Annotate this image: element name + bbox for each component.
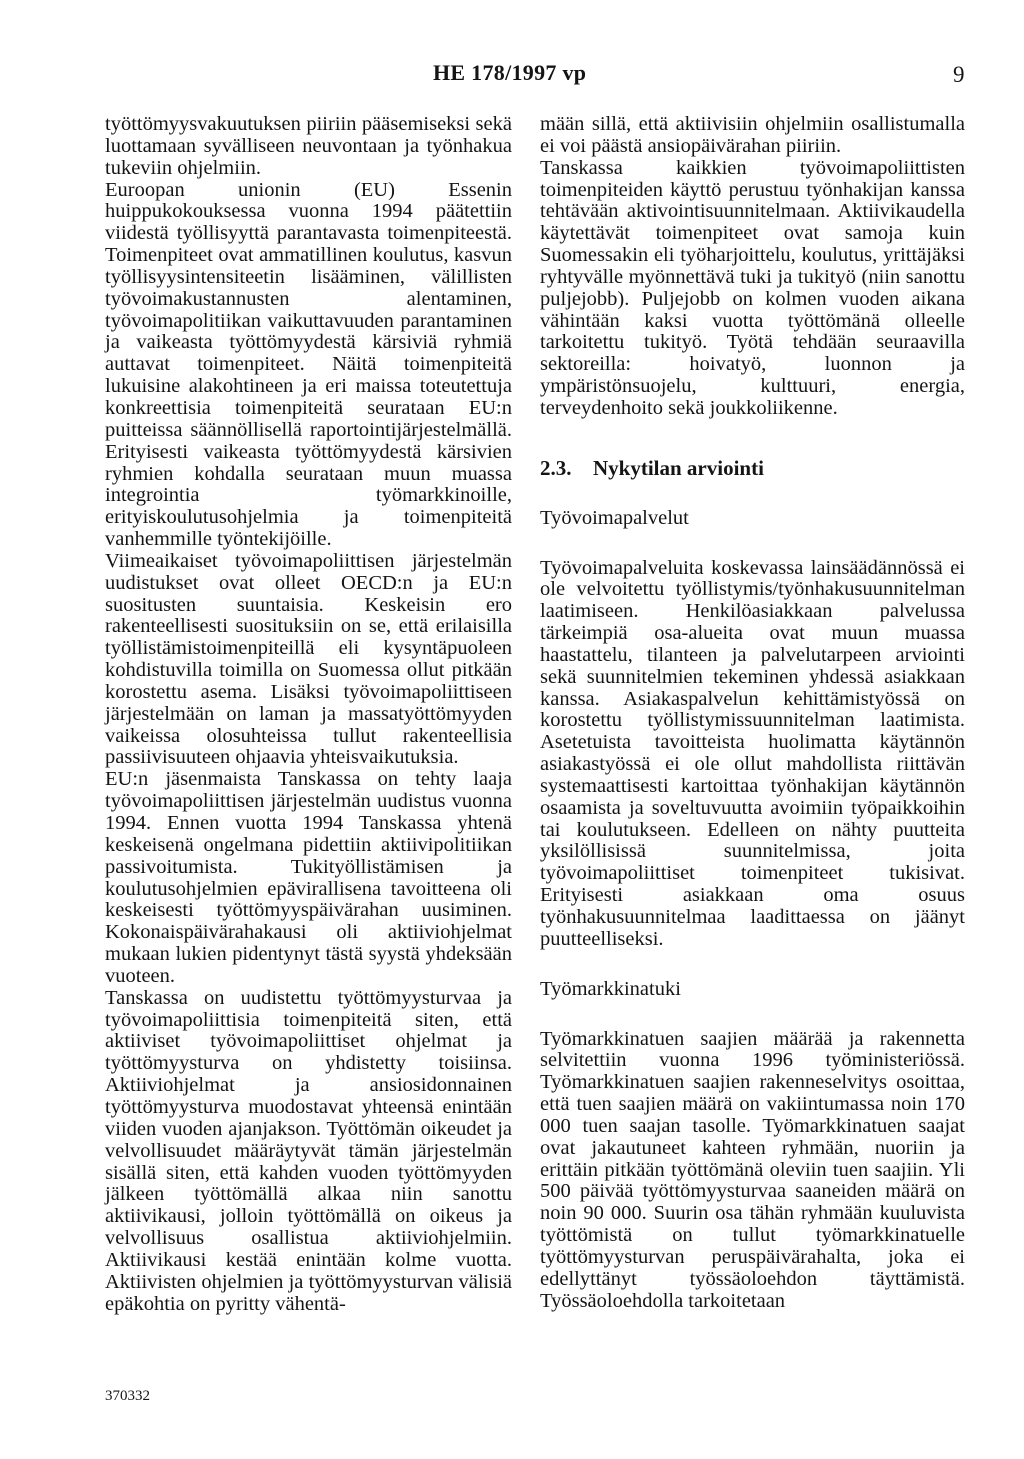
paragraph: EU:n jäsenmaista Tanskassa on tehty laaja työvoimapoliittisen järjestelmän uudistus vuonna 1994. Ennen vuotta 1994 Tanskassa yhtenä keskeisenä ongelmana pidettiin aktiivipolitiikan passivoitumista. Tukityöllistämisen ja koulutusohjelmien epävirallisena tavoitteena oli keskeisesti työttömyyspäivärahan uusiminen. Kokonaispäivärahakausi oli aktiiviohjelmat mukaan lukien pidentynyt tästä syystä yhdeksään vuoteen. [105, 768, 512, 987]
footer-code: 370332 [105, 1388, 150, 1404]
section-title: Nykytilan arviointi [593, 455, 764, 480]
subheading-tyomarkkinatuki: Työmarkkinatuki [540, 977, 681, 1000]
left-column [105, 114, 512, 1315]
paragraph: Euroopan unionin (EU) Essenin huippukokouksessa vuonna 1994 päätettiin viidestä työllisyyttä parantavasta toimenpiteestä. Toimenpiteet ovat ammatillinen koulutus, kasvun työllisyysintensiteetin lisääminen, välillisten työvoimakustannusten alentaminen, työvoimapolitiikan vaikuttavuuden parantaminen ja vaikeasta työttömyydestä kärsiviä ryhmiä auttavat toimenpiteet. Näitä toimenpiteitä lukuisine alakohtineen ja eri maissa toteutettuja konkreettisia toimenpiteitä seurataan EU:n puitteissa säännöllisellä raportointijärjestelmällä. Erityisesti vaikeasta työttömyydestä kärsivien ryhmien kohdalla seurataan muun muassa integrointia työmarkkinoille, erityiskoulutusohjelmia ja toimenpiteitä vanhemmille työntekijöille. [105, 178, 512, 551]
section-number: 2.3. [540, 455, 572, 480]
paragraph: Viimeaikaiset työvoimapoliittisen järjestelmän uudistukset ovat olleet OECD:n ja EU:n suositusten suuntaisia. Keskeisin ero rakenteellisesti suosituksiin on se, että erilaisilla työllistämistoimenpiteillä eli kysyntäpuoleen kohdistuvilla toimilla on Suomessa ollut pitkään korostettu asema. Lisäksi työvoimapoliittiseen järjestelmään on laman ja massatyöttömyyden vaikeissa olosuhteissa tullut rakenteellisia passiivisuuteen ohjaavia yhteisvaikutuksia. [105, 549, 512, 769]
subheading-tyovoimapalvelut: Työvoimapalvelut [540, 506, 689, 529]
page-number: 9 [953, 62, 965, 87]
paragraph: mään sillä, että aktiivisiin ohjelmiin osallistumalla ei voi päästä ansiopäivärahan piiriin. [540, 113, 965, 157]
paragraph: Työvoimapalveluita koskevassa lainsäädännössä ei ole velvoitettu työllistymis/työnhakusuunnitelman laatimiseen. Henkilöasiakkaan palvelussa tärkeimpiä osa-alueita ovat muun muassa haastattelu, tilanteen ja palvelutarpeen arviointi sekä suunnitelmien tekeminen yhdessä asiakkaan kanssa. Asiakaspalvelun kehittämistyössä on korostettu työllistymissuunnitelman laatimista. Asetetuista tavoitteista huolimatta käytännön asiakastyössä ei ole ollut mahdollista riittävän systemaattisesti kartoittaa työnhakijan käytännön osaamista ja soveltuvuutta avoimiin työpaikkoihin tai koulutukseen. Edelleen on nähty puutteita yksilöllisissä suunnitelmissa, joita työvoimapoliittiset toimenpiteet tukisivat. Erityisesti asiakkaan oma osuus työnhakusuunnitelmaa laadittaessa on jäänyt puutteelliseksi. [540, 556, 965, 950]
document-id: HE 178/1997 vp [433, 60, 587, 85]
paragraph: Tanskassa kaikkien työvoimapoliittisten toimenpiteiden käyttö perustuu työnhakijan kanssa tehtävään aktivointisuunnitelmaan. Aktiivikaudella käytettävät toimenpiteet ovat samoja kuin Suomessakin eli työharjoittelu, koulutus, yrittäjäksi ryhtyvälle myönnettävä tuki ja tukityö (niin sanottu puljejobb). Puljejobb on kolmen vuoden aikana vähintään kaksi vuotta työttömänä olleelle tarkoitettu tukityö. Työtä tehdään seuraavilla sektoreilla: hoivatyö, luonnon ja ympäristönsuojelu, kulttuuri, energia, terveydenhoito sekä joukkoliikenne. [540, 156, 965, 419]
paragraph: Tanskassa on uudistettu työttömyysturvaa ja työvoimapoliittisia toimenpiteitä siten, että aktiiviset työvoimapoliittiset ohjelmat ja työttömyysturva on yhdistetty toisiinsa. Aktiiviohjelmat ja ansiosidonnainen työttömyysturva muodostavat yhteensä enintään viiden vuoden ajanjakson. Työttömän oikeudet ja velvollisuudet määräytyvät tämän järjestelmän sisällä siten, että kahden vuoden työttömyyden jälkeen työttömällä alkaa niin sanottu aktiivikausi, jolloin työttömällä on oikeus ja velvollisuus osallistua aktiiviohjelmiin. Aktiivikausi kestää enintään kolme vuotta. Aktiivisten ohjelmien ja työttömyysturvan välisiä epäkohtia on pyritty vähentä- [105, 986, 512, 1315]
page-header [0, 60, 1024, 100]
paragraph: työttömyysvakuutuksen piiriin pääsemiseksi sekä luottamaan syvälliseen neuvontaan ja työnhakua tukeviin ohjelmiin. [105, 113, 512, 179]
right-column [540, 114, 965, 1313]
paragraph: Työmarkkinatuen saajien määrää ja rakennetta selvitettiin vuonna 1996 työministeriössä. Työmarkkinatuen saajien rakenneselvitys osoittaa, että tuen saajien määrä on vakiintumassa noin 170 000 tuen saajan tasolle. Työmarkkinatuen saajat ovat jakautuneet kahteen ryhmään, nuoriin ja erittäin pitkään työttömänä oleviin tuen saajiin. Yli 500 päivää työttömyysturvaa saaneiden määrä on noin 90 000. Suurin osa tähän ryhmään kuuluvista työttömistä on tullut työmarkkinatuelle työttömyysturvan peruspäivärahalta, joka ei edellyttänyt työssäoloehdon täyttämistä. Työssäoloehdolla tarkoitetaan [540, 1027, 965, 1312]
section-heading [540, 455, 965, 480]
